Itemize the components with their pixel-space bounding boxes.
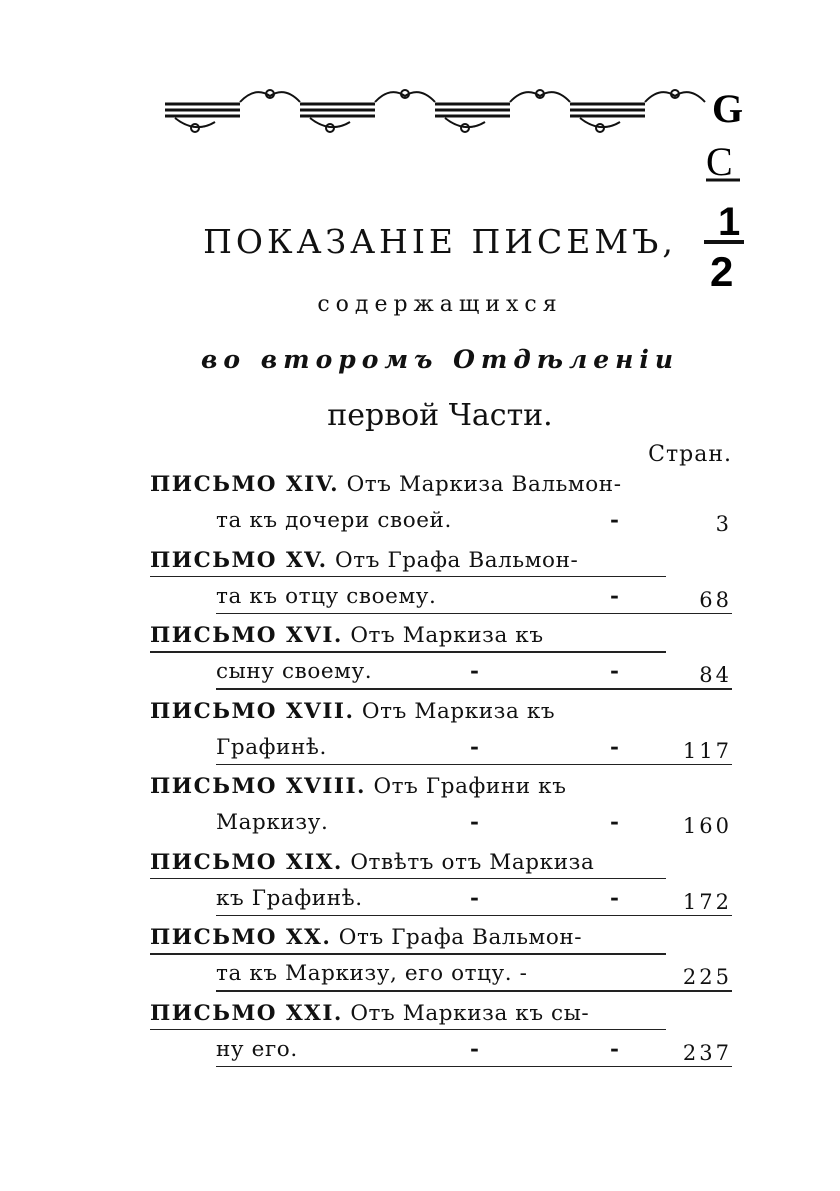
toc-entry (150, 699, 732, 775)
toc-entry (150, 925, 732, 1001)
underline-rule (216, 764, 732, 766)
margin-note-line1: G (712, 86, 744, 131)
letter-title: Отъ Маркиза къ (361, 698, 556, 724)
toc-entry (150, 623, 732, 699)
margin-note-line2: C (706, 139, 733, 184)
leader-dash: - (470, 1036, 479, 1062)
underline-rule (150, 651, 666, 653)
toc-entry-line1 (150, 1001, 666, 1026)
leader-dash: - (610, 810, 619, 835)
toc-entry-line1 (150, 774, 666, 799)
subtitle-part: первой Части. (327, 398, 553, 433)
toc-entry-line1 (150, 699, 666, 724)
leader-dash: - (610, 1036, 619, 1062)
toc-entry (150, 774, 732, 850)
leader-dash: - (610, 583, 619, 609)
page-number: 3 (715, 512, 732, 536)
letter-title-continued: та къ дочери своей. (216, 508, 452, 533)
letter-title: Отъ Графини къ (373, 774, 567, 799)
letter-number: ПИСЬМО XVI. (150, 623, 343, 648)
letter-title-continued: сыну своему. (216, 659, 373, 684)
leader-dash: - (610, 885, 619, 911)
page-number: 84 (699, 663, 732, 687)
page-number: 68 (699, 587, 732, 612)
toc-entry-line1 (150, 623, 666, 648)
underline-rule (216, 688, 732, 690)
letter-number: ПИСЬМО XX. (150, 925, 332, 950)
page-number: 237 (682, 1040, 732, 1065)
letter-title: Отъ Маркиза къ (350, 623, 544, 648)
page-number: 172 (682, 889, 732, 914)
leader-dash: - (470, 885, 479, 911)
ornamental-border (160, 82, 720, 140)
page-column-label: Стран. (648, 442, 732, 467)
leader-dash: - (470, 810, 479, 835)
letter-title: Отъ Маркиза къ сы- (350, 1000, 590, 1026)
letter-title-continued: къ Графинѣ. (216, 885, 363, 911)
leader-dash: - (610, 734, 619, 760)
table-of-contents (150, 472, 732, 1076)
letter-title: Отъ Графа Вальмон- (335, 547, 579, 573)
leader-dash: - (610, 508, 619, 533)
letter-number: ПИСЬМО XXI. (150, 1000, 343, 1026)
letter-title: Отвѣтъ отъ Маркиза (350, 849, 595, 875)
letter-title-continued: ну его. (216, 1036, 298, 1062)
underline-rule (150, 878, 666, 880)
page-number: 225 (682, 965, 732, 989)
letter-title-continued: та къ Маркизу, его отцу. - (216, 961, 528, 986)
leader-dash: - (470, 734, 479, 760)
toc-entry-line1 (150, 925, 666, 950)
page-number: 117 (682, 738, 732, 763)
letter-title: Отъ Маркиза Вальмон- (346, 472, 622, 497)
underline-rule (150, 576, 666, 578)
page-title: ПОКАЗАНІЕ ПИСЕМЪ, (203, 222, 677, 261)
subtitle: содержащихся (317, 292, 563, 317)
underline-rule (216, 1066, 732, 1068)
underline-rule (150, 1029, 666, 1031)
letter-number: ПИСЬМО XIX. (150, 849, 343, 875)
letter-title: Отъ Графа Вальмон- (338, 925, 583, 950)
subtitle-section: во второмъ Отдѣленіи (200, 345, 680, 374)
letter-title-continued: Графинѣ. (216, 734, 327, 760)
toc-entry (150, 548, 732, 624)
letter-number: ПИСЬМО XV. (150, 547, 328, 573)
toc-entry (150, 472, 732, 548)
margin-annotation (700, 80, 760, 300)
underline-rule (216, 915, 732, 917)
margin-note-line3: 1 (718, 200, 741, 244)
toc-entry-line1 (150, 472, 666, 497)
letter-title-continued: та къ отцу своему. (216, 583, 437, 609)
letter-number: ПИСЬМО XIV. (150, 472, 340, 497)
underline-rule (150, 953, 666, 955)
leader-dash: - (470, 659, 479, 684)
toc-entry-line1 (150, 548, 666, 573)
leader-dash: - (610, 659, 619, 684)
underline-rule (216, 990, 732, 992)
toc-entry-line1 (150, 850, 666, 875)
letter-title-continued: Маркизу. (216, 810, 329, 835)
page-number: 160 (682, 814, 732, 838)
toc-entry (150, 1001, 732, 1077)
letter-number: ПИСЬМО XVII. (150, 698, 355, 724)
underline-rule (216, 613, 732, 615)
letter-number: ПИСЬМО XVIII. (150, 774, 367, 799)
toc-entry (150, 850, 732, 926)
margin-note-line4: 2 (710, 248, 734, 295)
